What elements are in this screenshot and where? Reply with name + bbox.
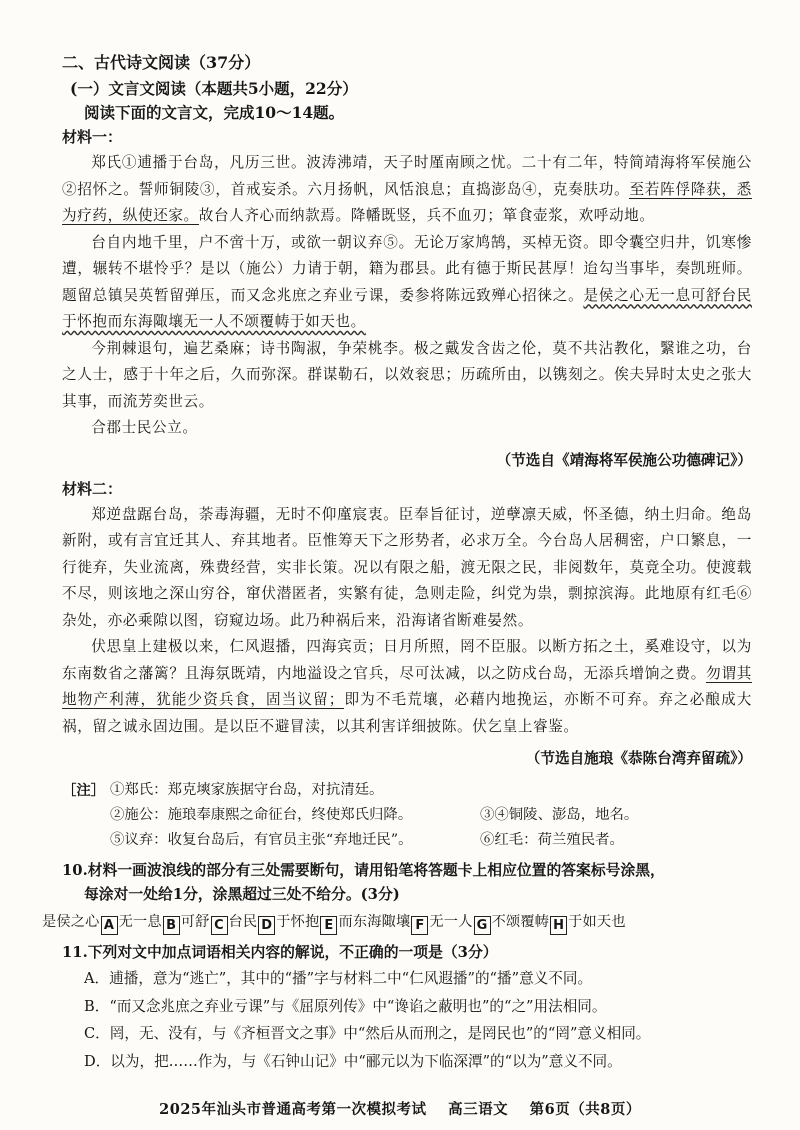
q10-answer-options: 是侯之心 A 无一息 B 可舒 C 台民 D 于怀抱 E 而东海陬壤 F 无一人 G 不颂覆帱 H 于如天也 xyxy=(42,914,626,933)
footer-subject: 高三语文 xyxy=(448,1101,509,1118)
option-a[interactable]: A．逋播，意为“逃亡”，其中的“播”字与材料二中“仁风遐播”的“播”意义不同。 xyxy=(84,970,593,987)
answer-box-h[interactable]: H xyxy=(550,916,567,935)
exam-page xyxy=(42,52,753,1077)
notes-lead: ［注］ xyxy=(62,782,106,799)
material2-source: （节选自施琅《恭陈台湾弃留疏》） xyxy=(525,750,752,767)
material1-source: （节选自《靖海将军侯施公功德碑记》） xyxy=(496,451,752,469)
answer-box-b[interactable]: B xyxy=(163,916,180,935)
option-c[interactable]: C．罔，无、没有，与《齐桓晋文之事》中“然后从而刑之，是罔民也”的“罔”意义相同。 xyxy=(84,1025,651,1042)
material1-paragraph-4: 合郡士民公立。 xyxy=(91,419,198,436)
option-d[interactable]: D．以为，把……作为，与《石钟山记》中“郦元以为下临深潭”的“以为”意义不同。 xyxy=(84,1052,622,1070)
answer-box-a[interactable]: A xyxy=(101,916,118,935)
material2-paragraph-2: 伏思皇上建极以来，仁风遐播，四海宾贡；日月所照，罔不臣服。以断方拓之土，奚难设守，以为东南数省之藩篱？且海氛既靖，内地溢设之官兵，尽可汰减，以之防戍台岛，无添兵增饷之费。勿谓其地物产利薄，犹能少资兵食，固当议留；即为不毛荒壤，必藉内地挽运，亦断不可弃。弃之必酿成大祸，留之诚永固边围。是以臣不避冒渎，以其利害详细披陈。伏乞皇上睿鉴。 xyxy=(62,638,752,735)
answer-box-c[interactable]: C xyxy=(211,916,228,935)
underlined-sentence-2: 勿谓其地物产利薄，犹能少资兵食，固当议留； xyxy=(62,664,752,708)
question-10: 10.材料一画波浪线的部分有三处需要断句，请用铅笔将答题卡上相应位置的答案标号涂黑， 每涂对一处给1分，涂黑超过三处不给分。(3分) xyxy=(62,862,665,903)
underlined-sentence: 至若阵俘降获，悉为疗药，纵使还家。 xyxy=(62,180,753,224)
footer-page-number: 第6页（共8页） xyxy=(529,1101,641,1118)
subsection-title: (一）文言文阅读（本题共5小题，22分） xyxy=(70,79,358,98)
note-5: ⑤议弃：收复台岛后，有官员主张“弃地迁民”。 xyxy=(110,832,413,848)
note-1: ①郑氏：郑克塽家族据守台岛，对抗清廷。 xyxy=(110,782,384,798)
answer-box-d[interactable]: D xyxy=(258,916,275,935)
answer-box-g[interactable]: G xyxy=(474,916,491,935)
page-footer xyxy=(0,1098,800,1119)
answer-box-e[interactable]: E xyxy=(320,916,337,935)
footer-exam-name: 2025年汕头市普通高考第一次模拟考试 xyxy=(159,1101,427,1118)
material2-paragraph-1: 郑逆盘踞台岛，荼毒海疆，无时不仰廑宸衷。臣奉旨征讨，逆孽凛天威，怀圣德，纳土归命。绝岛新附，或有言宜迁其人、弃其地者。臣惟筹天下之形势者，必求万全。今台岛人居稠密，户口繁息，一行徙弃，失业流离，殊费经营，实非长策。况以有限之船，渡无限之民，非阅数年，莫竟全功。使渡载不尽，则该地之深山穷谷，窜伏潜匿者，实繁有徒，急则走险，纠党为祟，剽掠滨海。此地原有红毛⑥杂处，亦必乘隙以图，窃窥边场。此乃种祸后来，沿海诸省断难晏然。 xyxy=(62,505,752,629)
note-3-4: ③④铜陵、澎岛，地名。 xyxy=(480,807,639,823)
option-b[interactable]: B．“而又念兆庶之弃业亏课”与《屈原列传》中“谗谄之蔽明也”的“之”用法相同。 xyxy=(84,997,607,1015)
question-11-options xyxy=(84,967,752,1074)
answer-box-f[interactable]: F xyxy=(411,916,428,935)
note-6: ⑥红毛：荷兰殖民者。 xyxy=(480,832,624,848)
wavy-underlined-sentence: 是侯之心无一息可舒台民于怀抱而东海陬壤无一人不颂覆帱于如天也。 xyxy=(62,286,752,330)
material1-paragraph-1: 郑氏①逋播于台岛，凡历三世。波涛沸靖，天子时厪南顾之忧。二十有二年，特简靖海将军侯施公②招怀之。誓师铜陵③，首戒妄杀。六月扬帆，风恬浪息；直捣澎岛④，克奏肤功。至若阵俘降获，悉为疗药，纵使还家。故台人齐心而纳款焉。降幡既竖，兵不血刃；箪食壶浆，欢呼动地。 xyxy=(62,154,753,224)
note-2: ②施公：施琅奉康熙之命征台，终使郑氏归降。 xyxy=(110,807,413,823)
material1-paragraph-3: 今荆棘退句，遍艺桑麻；诗书陶淑，争荣桃李。极之戴发含齿之伦，莫不共沾教化，繄谁之功，台之人士，感于十年之后，久而弥深。群谋勒石，以效衮思；历疏所由，以镌刻之。俟夫异时太史之张大其事，而流芳奕世云。 xyxy=(62,339,752,410)
instruction: 阅读下面的文言文，完成10～14题。 xyxy=(84,103,345,122)
material2-label: 材料二： xyxy=(62,479,123,498)
material1-label: 材料一： xyxy=(62,128,123,146)
section-title: 二、古代诗文阅读（37分） xyxy=(62,53,261,72)
annotations xyxy=(62,778,752,853)
question-11: 11.下列对文中加点词语相关内容的解说，不正确的一项是（3分） xyxy=(62,944,498,961)
material1-paragraph-2: 台自内地千里，户不啻十万，或欲一朝议弃⑤。无论万家鸠鹄，买棹无资。即令囊空归井，饥寒惨遭，辗转不堪怜乎？是以（施公）力请于朝，籍为郡县。此有德于斯民甚厚！迨勾当事毕，奏凯班师。题留总镇吴英暂留弹压，而又念兆庶之弃业亏课，委参将陈远致殚心招徕之。是侯之心无一息可舒台民于怀抱而东海陬壤无一人不颂覆帱于如天也。 xyxy=(62,233,752,330)
